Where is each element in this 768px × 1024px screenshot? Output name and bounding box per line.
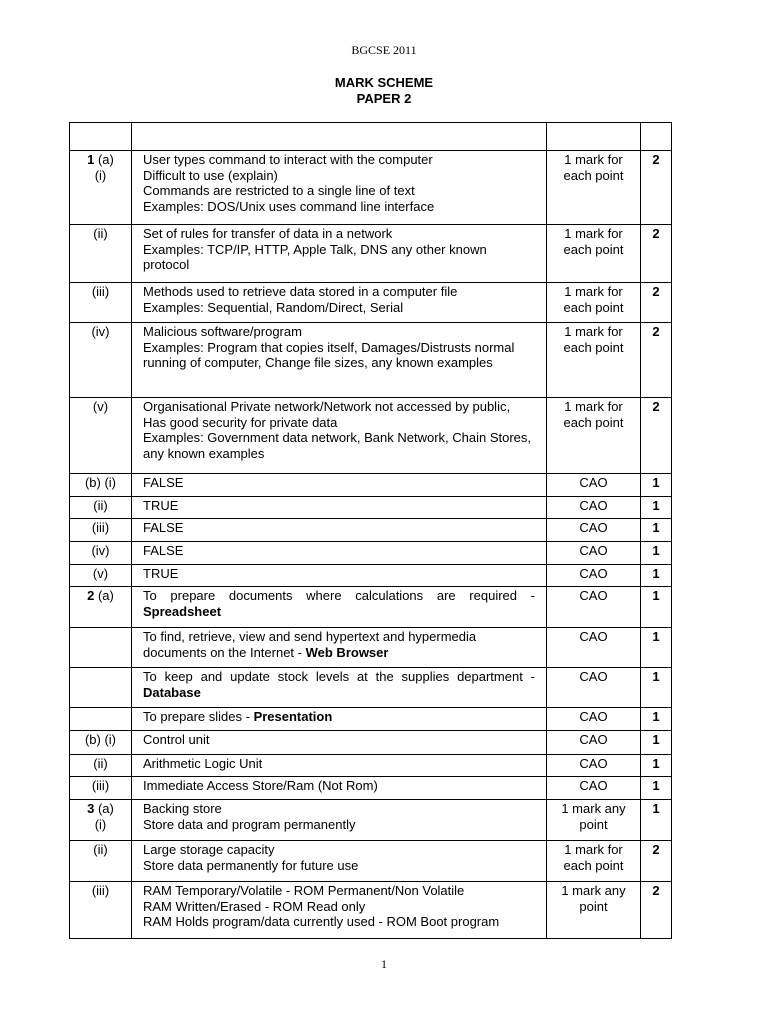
answer-line: User types command to interact with the computer bbox=[143, 152, 433, 167]
table-row bbox=[70, 708, 672, 731]
question-number-cell bbox=[70, 800, 132, 841]
mark-guidance-cell: CAO bbox=[547, 565, 641, 587]
marks-cell: 2 bbox=[641, 841, 672, 882]
mark-scheme-table bbox=[69, 122, 672, 939]
answer-cell bbox=[132, 497, 547, 519]
question-number-cell bbox=[70, 542, 132, 565]
answer-line: RAM Holds program/data currently used - ROM Boot program bbox=[143, 914, 500, 929]
table-row bbox=[70, 283, 672, 323]
question-part: (iii) bbox=[91, 520, 110, 535]
marks-cell: 1 bbox=[641, 628, 672, 668]
answer-cell bbox=[132, 777, 547, 800]
mark-guidance-cell: CAO bbox=[547, 542, 641, 565]
marks-cell: 2 bbox=[641, 225, 672, 283]
question-number-cell bbox=[70, 151, 132, 225]
question-number bbox=[72, 588, 129, 604]
question-number-cell bbox=[70, 474, 132, 497]
mark-guidance-cell: CAO bbox=[547, 519, 641, 542]
question-number-cell bbox=[70, 587, 132, 628]
question-part: (b) (i) bbox=[84, 732, 117, 747]
answer-line: To prepare documents where calculations are required - bbox=[143, 588, 535, 603]
question-number-cell bbox=[70, 398, 132, 474]
question-part: (ii) bbox=[93, 498, 108, 513]
answer-key-term: Presentation bbox=[253, 709, 333, 724]
table-row bbox=[70, 777, 672, 800]
marks-cell: 1 bbox=[641, 731, 672, 755]
question-part: (b) (i) bbox=[84, 475, 117, 490]
answer-line: Commands are restricted to a single line of text bbox=[143, 183, 415, 198]
marks-cell: 1 bbox=[641, 755, 672, 777]
exam-header: BGCSE 2011 bbox=[351, 43, 417, 57]
question-number bbox=[72, 152, 129, 168]
question-number-cell bbox=[70, 283, 132, 323]
mark-guidance-cell: 1 mark any point bbox=[547, 882, 641, 939]
mark-guidance-cell: 1 mark for each point bbox=[547, 398, 641, 474]
answer-cell bbox=[132, 841, 547, 882]
answer-cell bbox=[132, 587, 547, 628]
answer-line: Set of rules for transfer of data in a network bbox=[143, 226, 393, 241]
question-subpart: (i) bbox=[94, 816, 107, 832]
marks-cell: 2 bbox=[641, 398, 672, 474]
question-number-cell bbox=[70, 777, 132, 800]
answer-cell bbox=[132, 151, 547, 225]
question-number-cell bbox=[70, 708, 132, 731]
question-number bbox=[72, 842, 129, 858]
header-cell-answer bbox=[132, 123, 547, 151]
answer-cell bbox=[132, 225, 547, 283]
marks-cell: 1 bbox=[641, 800, 672, 841]
question-number bbox=[72, 498, 129, 514]
question-number-cell bbox=[70, 323, 132, 398]
mark-guidance-cell: 1 mark for each point bbox=[547, 151, 641, 225]
answer-line: Control unit bbox=[143, 732, 210, 747]
question-part: (iii) bbox=[91, 284, 110, 299]
answer-line: To prepare slides - bbox=[143, 709, 254, 724]
doc-title-line2: PAPER 2 bbox=[356, 91, 412, 106]
question-number-cell bbox=[70, 497, 132, 519]
mark-guidance-cell: CAO bbox=[547, 777, 641, 800]
answer-line: Malicious software/program bbox=[143, 324, 302, 339]
question-part: (v) bbox=[92, 399, 109, 414]
question-number bbox=[72, 566, 129, 582]
answer-cell bbox=[132, 628, 547, 668]
answer-line: Methods used to retrieve data stored in a computer file bbox=[143, 284, 458, 299]
answer-cell bbox=[132, 708, 547, 731]
table-row bbox=[70, 474, 672, 497]
marks-cell: 1 bbox=[641, 668, 672, 708]
answer-line: Store data permanently for future use bbox=[143, 857, 359, 873]
answer-key-term: Spreadsheet bbox=[143, 603, 222, 619]
question-number bbox=[72, 324, 129, 340]
question-number-main: 2 bbox=[87, 588, 95, 603]
answer-key-term: Database bbox=[143, 684, 201, 700]
answer-line: TRUE bbox=[143, 566, 179, 581]
mark-guidance-cell: CAO bbox=[547, 708, 641, 731]
table-row bbox=[70, 668, 672, 708]
question-number bbox=[72, 732, 129, 748]
answer-line: To keep and update stock levels at the supplies department - bbox=[143, 669, 535, 684]
table-row bbox=[70, 841, 672, 882]
question-part: (v) bbox=[92, 566, 109, 581]
table-row bbox=[70, 587, 672, 628]
page-number: 1 bbox=[381, 957, 387, 971]
question-number bbox=[72, 284, 129, 300]
answer-cell bbox=[132, 283, 547, 323]
answer-line: TRUE bbox=[143, 498, 179, 513]
question-number bbox=[72, 520, 129, 536]
mark-guidance-cell: 1 mark any point bbox=[547, 800, 641, 841]
mark-guidance-cell: 1 mark for each point bbox=[547, 323, 641, 398]
question-subpart: (i) bbox=[94, 167, 107, 183]
answer-cell bbox=[132, 398, 547, 474]
table-row bbox=[70, 398, 672, 474]
mark-guidance-cell: CAO bbox=[547, 755, 641, 777]
question-part: (iii) bbox=[91, 883, 110, 898]
answer-line: Examples: TCP/IP, HTTP, Apple Talk, DNS any other known protocol bbox=[143, 241, 487, 272]
table-row bbox=[70, 519, 672, 542]
question-number-cell bbox=[70, 755, 132, 777]
answer-line: FALSE bbox=[143, 475, 184, 490]
table-row bbox=[70, 151, 672, 225]
answer-key-term: Web Browser bbox=[305, 644, 389, 660]
answer-line: Store data and program permanently bbox=[143, 816, 356, 832]
question-number-cell bbox=[70, 565, 132, 587]
answer-line: RAM Temporary/Volatile - ROM Permanent/Non Volatile bbox=[143, 883, 465, 898]
mark-guidance-cell: CAO bbox=[547, 668, 641, 708]
answer-cell bbox=[132, 474, 547, 497]
answer-cell bbox=[132, 519, 547, 542]
marks-cell: 1 bbox=[641, 587, 672, 628]
marks-cell: 2 bbox=[641, 151, 672, 225]
question-part: (a) bbox=[94, 152, 114, 167]
question-part: (iv) bbox=[91, 324, 110, 339]
question-part: (iii) bbox=[91, 778, 110, 793]
marks-cell: 1 bbox=[641, 777, 672, 800]
question-number-cell bbox=[70, 225, 132, 283]
doc-title-line1: MARK SCHEME bbox=[334, 75, 434, 90]
marks-cell: 1 bbox=[641, 474, 672, 497]
answer-line: Organisational Private network/Network not accessed by public, Has good security for private data bbox=[143, 399, 511, 430]
question-number bbox=[72, 883, 129, 899]
question-number-cell bbox=[70, 519, 132, 542]
answer-line: Backing store bbox=[143, 801, 222, 816]
answer-cell bbox=[132, 731, 547, 755]
answer-line: Difficult to use (explain) bbox=[143, 167, 278, 183]
marks-cell: 1 bbox=[641, 565, 672, 587]
table-row bbox=[70, 882, 672, 939]
header-cell-question bbox=[70, 123, 132, 151]
marks-cell: 1 bbox=[641, 519, 672, 542]
question-number bbox=[72, 543, 129, 559]
answer-cell bbox=[132, 800, 547, 841]
answer-line: Large storage capacity bbox=[143, 842, 275, 857]
answer-line: FALSE bbox=[143, 520, 184, 535]
mark-scheme-body bbox=[70, 123, 672, 939]
marks-cell: 1 bbox=[641, 497, 672, 519]
mark-guidance-cell: 1 mark for each point bbox=[547, 283, 641, 323]
marks-cell: 2 bbox=[641, 283, 672, 323]
table-row bbox=[70, 731, 672, 755]
header-cell-guidance bbox=[547, 123, 641, 151]
marks-cell: 1 bbox=[641, 708, 672, 731]
answer-line: Examples: Program that copies itself, Damages/Distrusts normal running of computer, Change file sizes, any known examples bbox=[143, 339, 515, 370]
answer-line: Examples: DOS/Unix uses command line interface bbox=[143, 198, 435, 214]
answer-line: To find, retrieve, view and send hypertext and hypermedia documents on the Internet - bbox=[143, 629, 477, 660]
mark-guidance-cell: CAO bbox=[547, 497, 641, 519]
answer-line: Arithmetic Logic Unit bbox=[143, 756, 263, 771]
marks-cell: 2 bbox=[641, 323, 672, 398]
question-number-main: 1 bbox=[87, 152, 95, 167]
question-number-cell bbox=[70, 841, 132, 882]
answer-cell bbox=[132, 755, 547, 777]
table-row bbox=[70, 225, 672, 283]
table-row bbox=[70, 565, 672, 587]
mark-guidance-cell: CAO bbox=[547, 628, 641, 668]
table-row bbox=[70, 800, 672, 841]
question-number bbox=[72, 801, 129, 817]
mark-guidance-cell: 1 mark for each point bbox=[547, 841, 641, 882]
question-part: (ii) bbox=[93, 226, 108, 241]
mark-guidance-cell: 1 mark for each point bbox=[547, 225, 641, 283]
question-number-cell bbox=[70, 731, 132, 755]
answer-line: RAM Written/Erased - ROM Read only bbox=[143, 898, 366, 914]
question-number bbox=[72, 399, 129, 415]
question-number bbox=[72, 778, 129, 794]
answer-line: Examples: Government data network, Bank Network, Chain Stores, any known examples bbox=[143, 430, 532, 461]
mark-guidance-cell: CAO bbox=[547, 731, 641, 755]
question-part: (ii) bbox=[93, 842, 108, 857]
answer-line: Examples: Sequential, Random/Direct, Serial bbox=[143, 299, 404, 315]
header-cell-marks bbox=[641, 123, 672, 151]
mark-guidance-cell: CAO bbox=[547, 587, 641, 628]
question-part: (a) bbox=[94, 588, 114, 603]
marks-cell: 1 bbox=[641, 542, 672, 565]
answer-cell bbox=[132, 882, 547, 939]
question-number-cell bbox=[70, 668, 132, 708]
question-part: (ii) bbox=[93, 756, 108, 771]
question-number bbox=[72, 475, 129, 491]
question-number-main: 3 bbox=[87, 801, 95, 816]
answer-cell bbox=[132, 323, 547, 398]
answer-cell bbox=[132, 668, 547, 708]
table-row bbox=[70, 542, 672, 565]
marks-cell: 2 bbox=[641, 882, 672, 939]
answer-cell bbox=[132, 565, 547, 587]
table-row bbox=[70, 628, 672, 668]
answer-line: FALSE bbox=[143, 543, 184, 558]
mark-guidance-cell: CAO bbox=[547, 474, 641, 497]
answer-line: Immediate Access Store/Ram (Not Rom) bbox=[143, 778, 378, 793]
table-header-row bbox=[70, 123, 672, 151]
question-number bbox=[72, 756, 129, 772]
table-row bbox=[70, 755, 672, 777]
question-number-cell bbox=[70, 882, 132, 939]
table-row bbox=[70, 497, 672, 519]
question-part: (a) bbox=[94, 801, 114, 816]
answer-cell bbox=[132, 542, 547, 565]
question-part: (iv) bbox=[91, 543, 110, 558]
table-row bbox=[70, 323, 672, 398]
question-number-cell bbox=[70, 628, 132, 668]
question-number bbox=[72, 226, 129, 242]
